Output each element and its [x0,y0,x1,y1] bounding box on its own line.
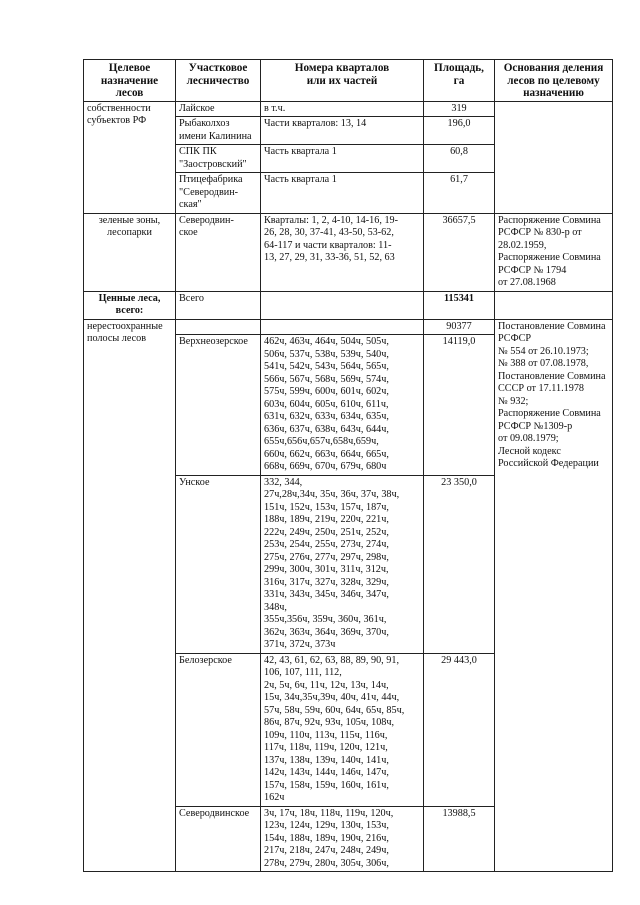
area-cell: 23 350,0 [424,475,495,653]
area-cell: 13988,5 [424,806,495,872]
category-cell: Ценные леса, всего: [84,291,176,319]
quarters-cell: Кварталы: 1, 2, 4-10, 14-16, 19- 26, 28, 30, 37-41, 43-50, 53-62, 64-117 и части кварталов: 11- 13, 27, 29, 31, 33-36, 51, 52, 63 [261,213,424,291]
forestry-cell: Рыбаколхоз имени Калинина [176,117,261,145]
quarters-cell [261,291,424,319]
area-cell: 90377 [424,319,495,335]
quarters-cell: 332, 344, 27ч,28ч,34ч, 35ч, 36ч, 37ч, 38ч, 151ч, 152ч, 153ч, 157ч, 187ч, 188ч, 189ч, 219ч, 220ч, 221ч, 222ч, 249ч, 250ч, 251ч, 252ч, 253ч, 254ч, 255ч, 273ч, 274ч, 275ч, 276ч, 277ч, 297ч, 298ч, 299ч, 300ч, 301ч, 311ч, 312ч, 316ч, 317ч, 327ч, 328ч, 329ч, 331ч, 343ч, 345ч, 346ч, 347ч, 348ч, 355ч,356ч, 359ч, 360ч, 361ч, 362ч, 363ч, 364ч, 369ч, 370ч, 371ч, 372ч, 373ч [261,475,424,653]
quarters-cell: в т.ч. [261,101,424,117]
area-cell: 14119,0 [424,335,495,476]
basis-cell [495,101,613,213]
table-header-row [84,60,613,102]
category-cell: нерестоохранные полосы лесов [84,319,176,872]
area-cell: 319 [424,101,495,117]
quarters-cell [261,319,424,335]
area-cell: 36657,5 [424,213,495,291]
area-cell: 61,7 [424,173,495,214]
area-cell: 60,8 [424,145,495,173]
basis-cell [495,291,613,319]
header-purpose: Целевое назначение лесов [84,60,176,102]
basis-cell: Распоряжение Совмина РСФСР № 830-р от 28.02.1959, Распоряжение Совмина РСФСР № 1794 от 27.08.1968 [495,213,613,291]
header-forestry: Участковое лесничество [176,60,261,102]
forestry-cell: Лайское [176,101,261,117]
table-row [84,213,613,291]
category-cell: собственности субъектов РФ [84,101,176,213]
forestry-cell: Унское [176,475,261,653]
forest-purpose-table [83,59,613,872]
table-row [84,101,613,117]
forestry-cell: СПК ПК "Заостровский" [176,145,261,173]
area-cell: 29 443,0 [424,653,495,806]
forestry-cell: Верхнеозерское [176,335,261,476]
header-quarters: Номера кварталов или их частей [261,60,424,102]
header-basis: Основания деления лесов по целевому назначению [495,60,613,102]
area-cell: 196,0 [424,117,495,145]
category-cell: зеленые зоны, лесопарки [84,213,176,291]
forestry-cell: Птицефабрика "Северодвин- ская" [176,173,261,214]
table-row [84,291,613,319]
forestry-cell: Всего [176,291,261,319]
quarters-cell: Части кварталов: 13, 14 [261,117,424,145]
forestry-cell: Белозерское [176,653,261,806]
forestry-cell: Северодвин- ское [176,213,261,291]
table-row [84,319,613,335]
quarters-cell: 42, 43, 61, 62, 63, 88, 89, 90, 91, 106, 107, 111, 112, 2ч, 5ч, 6ч, 11ч, 12ч, 13ч, 14ч, 15ч, 34ч,35ч,39ч, 40ч, 41ч, 44ч, 57ч, 58ч, 59ч, 60ч, 64ч, 65ч, 85ч, 86ч, 87ч, 92ч, 93ч, 105ч, 108ч, 109ч, 110ч, 113ч, 115ч, 116ч, 117ч, 118ч, 119ч, 120ч, 121ч, 137ч, 138ч, 139ч, 140ч, 141ч, 142ч, 143ч, 144ч, 146ч, 147ч, 157ч, 158ч, 159ч, 160ч, 161ч, 162ч [261,653,424,806]
quarters-cell: Часть квартала 1 [261,145,424,173]
basis-cell: Постановление Совмина РСФСР № 554 от 26.10.1973; № 388 от 07.08.1978, Постановление Совмина СССР от 17.11.1978 № 932; Распоряжение Совмина РСФСР №1309-р от 09.08.1979; Лесной кодекс Российской Федерации [495,319,613,872]
header-area: Площадь, га [424,60,495,102]
quarters-cell: Часть квартала 1 [261,173,424,214]
forestry-cell [176,319,261,335]
forestry-cell: Северодвинское [176,806,261,872]
quarters-cell: 462ч, 463ч, 464ч, 504ч, 505ч, 506ч, 537ч, 538ч, 539ч, 540ч, 541ч, 542ч, 543ч, 564ч, 565ч, 566ч, 567ч, 568ч, 569ч, 574ч, 575ч, 599ч, 600ч, 601ч, 602ч, 603ч, 604ч, 605ч, 610ч, 611ч, 631ч, 632ч, 633ч, 634ч, 635ч, 636ч, 637ч, 638ч, 643ч, 644ч, 655ч,656ч,657ч,658ч,659ч, 660ч, 662ч, 663ч, 664ч, 665ч, 668ч, 669ч, 670ч, 679ч, 680ч [261,335,424,476]
area-cell: 115341 [424,291,495,319]
quarters-cell: 3ч, 17ч, 18ч, 118ч, 119ч, 120ч, 123ч, 124ч, 129ч, 130ч, 153ч, 154ч, 188ч, 189ч, 190ч, 216ч, 217ч, 218ч, 247ч, 248ч, 249ч, 278ч, 279ч, 280ч, 305ч, 306ч, [261,806,424,872]
